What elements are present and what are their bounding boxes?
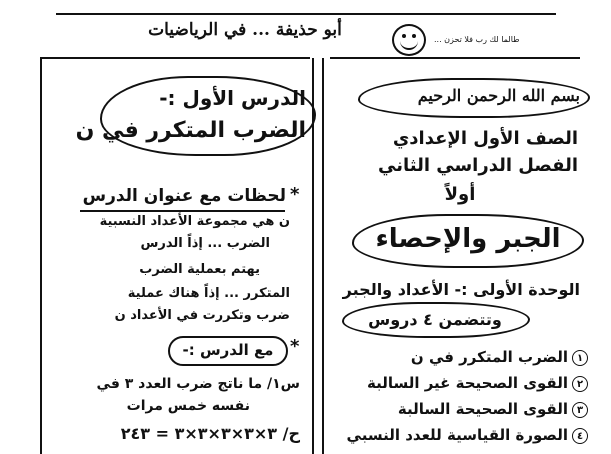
lesson-label: الدرس الأول :- bbox=[159, 86, 306, 110]
lesson-title: الضرب المتكرر في ن bbox=[410, 348, 568, 366]
left-top-rule bbox=[40, 57, 310, 59]
question-line1: س١/ ما ناتج ضرب العدد ٣ في bbox=[96, 376, 300, 392]
list-item: يهتم بعملية الضرب bbox=[139, 262, 260, 277]
left-column-border bbox=[40, 58, 42, 454]
center-column-divider-b bbox=[322, 58, 324, 454]
header-note: طالما لك رب فلا تحزن ... bbox=[434, 35, 520, 44]
lesson-number: ٤ bbox=[572, 428, 588, 444]
with-lesson-heading: مع الدرس :- bbox=[182, 341, 274, 359]
header-rule bbox=[56, 13, 556, 15]
list-item: الضرب ... إذاً الدرس bbox=[140, 236, 270, 251]
lesson-number: ٣ bbox=[572, 402, 588, 418]
page-title: أبو حذيفة ... في الرياضيات bbox=[148, 20, 342, 40]
lesson-title: القوى الصحيحة غير السالبة bbox=[366, 374, 568, 392]
lesson-title: الصورة القياسية للعدد النسبي bbox=[346, 426, 568, 444]
branch-title: الجبر والإحصاء bbox=[375, 224, 561, 254]
smiley-icon bbox=[392, 24, 426, 56]
list-item: ضرب وتكررت في الأعداد ن bbox=[114, 308, 290, 323]
right-top-rule bbox=[330, 57, 580, 59]
term-label: الفصل الدراسي الثاني bbox=[378, 155, 578, 176]
first-label: أولاً bbox=[444, 184, 476, 205]
unit-line1: الوحدة الأولى :- الأعداد والجبر bbox=[342, 280, 580, 299]
question-line2: نفسه خمس مرات bbox=[126, 398, 250, 414]
grade-label: الصف الأول الإعدادي bbox=[392, 128, 578, 149]
lesson-title: القوى الصحيحة السالبة bbox=[397, 400, 568, 418]
lesson-number: ٢ bbox=[572, 376, 588, 392]
lesson-number: ١ bbox=[572, 350, 588, 366]
list-item: ن هي مجموعة الأعداد النسبية bbox=[99, 214, 290, 229]
star-icon: * bbox=[290, 184, 300, 205]
star-icon: * bbox=[290, 336, 300, 357]
unit-line2: وتتضمن ٤ دروس bbox=[368, 310, 502, 329]
notes-heading: لحظات مع عنوان الدرس bbox=[82, 186, 286, 206]
basmala: بسم الله الرحمن الرحيم bbox=[417, 86, 580, 105]
notes-heading-underline bbox=[80, 210, 285, 212]
lesson-heading: الضرب المتكرر في ن bbox=[75, 118, 306, 143]
list-item: المتكرر ... إذاً هناك عملية bbox=[127, 286, 290, 301]
answer-line: ح/ ٣×٣×٣×٣×٣ = ٢٤٣ bbox=[120, 424, 300, 443]
